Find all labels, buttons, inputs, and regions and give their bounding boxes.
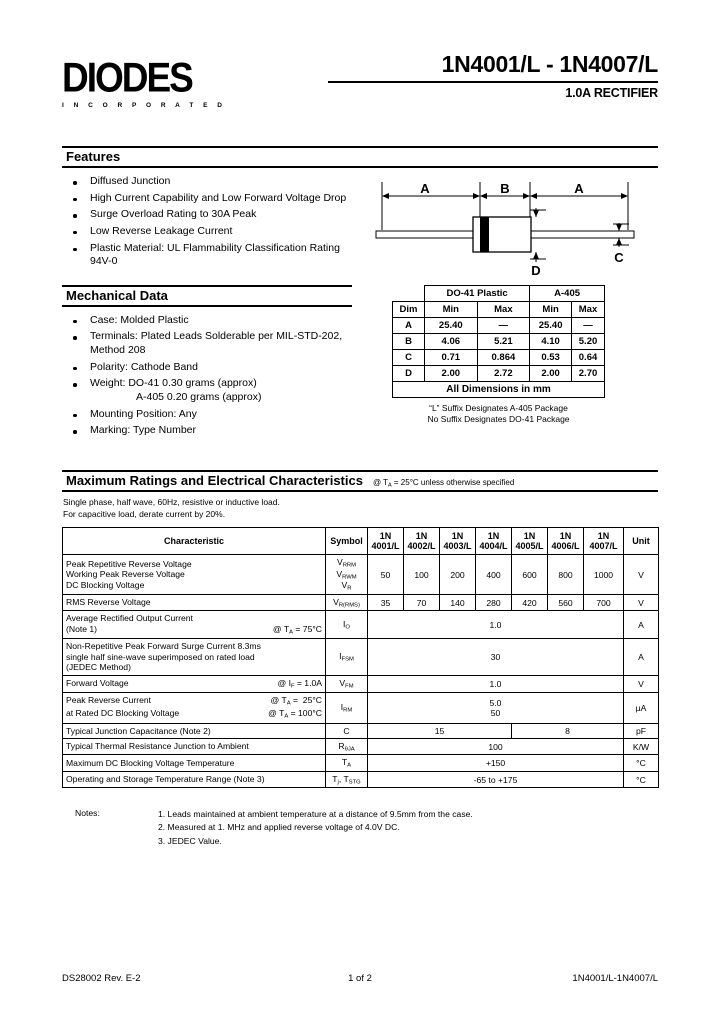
dim-cell: —	[572, 318, 605, 334]
prenote-line-2: For capacitive load, derate current by 20%.	[63, 508, 226, 519]
row-value: 700	[584, 594, 624, 610]
dimension-label-d: D	[531, 263, 541, 278]
char-line-with-condition	[66, 695, 322, 708]
list-item: Diffused Junction	[62, 175, 352, 189]
char-line: Forward Voltage	[66, 677, 129, 688]
row-value: 50	[368, 555, 404, 594]
row-characteristic	[63, 555, 326, 594]
table-row	[393, 382, 605, 398]
features-list	[62, 175, 352, 269]
footer-part-range: 1N4001/L-1N4007/L	[572, 973, 658, 984]
col-part-4002: 1N 4002/L	[404, 528, 440, 555]
ratings-table	[62, 527, 659, 788]
row-symbol: $V_{R(RMS)}$	[326, 594, 368, 610]
dim-col-dim: Dim	[393, 302, 425, 318]
row-value: 400	[476, 555, 512, 594]
table-row	[393, 302, 605, 318]
diode-package-svg	[370, 170, 640, 280]
left-column	[62, 168, 352, 441]
list-item: Surge Overload Rating to 30A Peak	[62, 208, 352, 222]
dim-cell: 0.53	[530, 350, 572, 366]
notes-label: Notes:	[75, 808, 100, 818]
right-column	[370, 168, 658, 426]
col-part-4005: 1N 4005/L	[512, 528, 548, 555]
list-item	[62, 377, 352, 404]
row-unit: V	[624, 675, 659, 693]
table-row	[63, 675, 659, 693]
dim-row-label: B	[393, 334, 425, 350]
company-logo	[62, 54, 242, 110]
mechanical-list	[62, 314, 352, 438]
char-line: Average Rectified Output Current	[66, 613, 193, 624]
row-value-line: 5.0	[489, 697, 502, 708]
package-suffix-notes	[392, 403, 605, 426]
row-condition-2: @ $T_A = 100^\circ C$	[268, 707, 322, 720]
row-characteristic	[63, 693, 326, 723]
dimension-label-a-right: A	[574, 181, 584, 196]
table-row	[393, 286, 605, 302]
max-ratings-heading: Maximum Ratings and Electrical Characteristics	[66, 473, 363, 488]
list-item: Plastic Material: UL Flammability Classification Rating 94V-0	[62, 242, 352, 269]
row-value: 800	[548, 555, 584, 594]
logo-wordmark: DIODES	[62, 54, 192, 101]
row-symbol: $I_{FSM}$	[326, 639, 368, 675]
row-unit: V	[624, 555, 659, 594]
dim-cell: 5.21	[477, 334, 530, 350]
max-ratings-condition: @ $T_A = 25^\circ C$ unless otherwise specified	[372, 478, 515, 489]
list-item: Terminals: Plated Leads Solderable per MIL-STD-202, Method 208	[62, 330, 352, 357]
row-unit: pF	[624, 723, 659, 738]
table-row	[63, 771, 659, 787]
row-value: 140	[440, 594, 476, 610]
dimension-label-a-left: A	[420, 181, 430, 196]
mechanical-section-header	[62, 285, 352, 307]
table-row	[63, 555, 659, 594]
prenote-line-1: Single phase, half wave, 60Hz, resistive or inductive load.	[63, 497, 280, 508]
row-value-span: -65 to +175	[368, 771, 624, 787]
dim-cell: 4.10	[530, 334, 572, 350]
row-value-split-1: 15	[368, 723, 512, 738]
weight-line-1: Weight: DO-41 0.30 grams (approx)	[90, 377, 257, 390]
row-value: 1000	[584, 555, 624, 594]
dim-row-label: A	[393, 318, 425, 334]
title-divider	[328, 81, 658, 83]
row-value-span: 1.0	[368, 675, 624, 693]
row-symbol: $V_{RRM}$ $V_{RWM}$ $V_R$	[326, 555, 368, 594]
table-row	[63, 639, 659, 675]
page-footer	[62, 973, 658, 984]
page-header	[0, 0, 720, 110]
weight-line-2: A-405 0.20 grams (approx)	[136, 391, 262, 404]
notes-list	[75, 808, 473, 848]
row-value-split-2: 8	[512, 723, 624, 738]
col-unit: Unit	[624, 528, 659, 555]
char-line-with-condition	[66, 708, 322, 721]
max-ratings-prenotes	[63, 497, 658, 520]
mechanical-heading: Mechanical Data	[66, 287, 168, 303]
col-part-4006: 1N 4006/L	[548, 528, 584, 555]
row-value: 200	[440, 555, 476, 594]
dim-table-footer: All Dimensions in mm	[393, 382, 605, 398]
row-value-span: 100	[368, 739, 624, 755]
logo-subtitle: I N C O R P O R A T E D	[62, 102, 226, 110]
row-value: 420	[512, 594, 548, 610]
char-line: DC Blocking Voltage	[66, 579, 145, 590]
title-block	[328, 52, 658, 100]
dim-group-a405: A-405	[530, 286, 605, 302]
dim-col-min2: Min	[530, 302, 572, 318]
row-symbol: $T_A$	[326, 755, 368, 771]
dim-cell: 2.72	[477, 366, 530, 382]
dim-table-corner	[393, 286, 425, 302]
dim-col-min1: Min	[425, 302, 478, 318]
dimension-label-c: C	[614, 250, 624, 265]
table-row	[63, 755, 659, 771]
char-line: Non-Repetitive Peak Forward Surge Current 8.3ms	[66, 641, 261, 652]
col-part-4004: 1N 4004/L	[476, 528, 512, 555]
note-item: 3. JEDEC Value.	[158, 835, 222, 846]
row-value: 280	[476, 594, 512, 610]
row-characteristic: Operating and Storage Temperature Range (Note 3)	[63, 771, 326, 787]
note-item: 2. Measured at 1. MHz and applied reverse voltage of 4.0V DC.	[158, 822, 400, 833]
list-item: Low Reverse Leakage Current	[62, 225, 352, 239]
row-unit: V	[624, 594, 659, 610]
table-row	[63, 693, 659, 723]
footnotes	[75, 808, 473, 848]
col-part-4001: 1N 4001/L	[368, 528, 404, 555]
row-value-span: +150	[368, 755, 624, 771]
row-unit: °C	[624, 755, 659, 771]
row-characteristic: RMS Reverse Voltage	[63, 594, 326, 610]
row-value: 35	[368, 594, 404, 610]
dim-cell: 25.40	[425, 318, 478, 334]
features-heading: Features	[66, 149, 121, 164]
row-unit: µA	[624, 693, 659, 723]
max-ratings-header	[62, 470, 658, 492]
dim-cell: 0.71	[425, 350, 478, 366]
row-unit: K/W	[624, 739, 659, 755]
note-item: 1. Leads maintained at ambient temperature at a distance of 9.5mm from the case.	[158, 809, 473, 819]
row-symbol: C	[326, 723, 368, 738]
list-item: Polarity: Cathode Band	[62, 361, 352, 375]
max-ratings-section	[62, 470, 658, 788]
table-row	[63, 611, 659, 639]
package-outline-drawing	[370, 170, 658, 285]
row-condition: @ $T_A = 75^\circ C$	[272, 623, 322, 636]
row-condition: @ $I_F = 1.0A$	[277, 677, 322, 690]
footer-page-number: 1 of 2	[348, 973, 372, 984]
dim-row-label: D	[393, 366, 425, 382]
row-characteristic	[63, 611, 326, 639]
row-value-line: 50	[490, 707, 501, 718]
row-value: 600	[512, 555, 548, 594]
char-line: Peak Repetitive Reverse Voltage	[66, 558, 192, 569]
features-section-header	[62, 146, 658, 168]
dim-cell: 4.06	[425, 334, 478, 350]
row-unit: A	[624, 611, 659, 639]
row-symbol: $T_j$, $T_{STG}$	[326, 771, 368, 787]
list-item: Marking: Type Number	[62, 424, 352, 438]
col-characteristic: Characteristic	[63, 528, 326, 555]
col-part-4003: 1N 4003/L	[440, 528, 476, 555]
dim-cell: 0.64	[572, 350, 605, 366]
row-characteristic	[63, 639, 326, 675]
page-title: 1N4001/L - 1N4007/L	[441, 51, 658, 77]
table-row	[63, 594, 659, 610]
content-columns	[0, 168, 720, 468]
row-unit: °C	[624, 771, 659, 787]
dim-cell: 25.40	[530, 318, 572, 334]
page-subtitle: 1.0A RECTIFIER	[565, 86, 658, 101]
dim-cell: —	[477, 318, 530, 334]
suffix-note-l: “L” Suffix Designates A-405 Package	[429, 403, 568, 413]
dim-cell: 5.20	[572, 334, 605, 350]
row-value-span	[368, 693, 624, 723]
list-item: Case: Molded Plastic	[62, 314, 352, 328]
row-symbol: $R_{\theta JA}$	[326, 739, 368, 755]
row-symbol: $I_{RM}$	[326, 693, 368, 723]
row-unit: A	[624, 639, 659, 675]
char-line: (JEDEC Method)	[66, 662, 131, 673]
list-item: High Current Capability and Low Forward Voltage Drop	[62, 192, 352, 206]
row-symbol: $V_{FM}$	[326, 675, 368, 693]
dim-row-label: C	[393, 350, 425, 366]
suffix-note-none: No Suffix Designates DO-41 Package	[427, 414, 570, 425]
row-characteristic: Typical Thermal Resistance Junction to Ambient	[63, 739, 326, 755]
footer-doc-id: DS28002 Rev. E-2	[62, 973, 141, 984]
row-characteristic	[63, 675, 326, 693]
col-symbol: Symbol	[326, 528, 368, 555]
row-characteristic: Maximum DC Blocking Voltage Temperature	[63, 755, 326, 771]
row-value: 100	[404, 555, 440, 594]
char-line: single half sine-wave superimposed on rated load	[66, 651, 255, 662]
char-subline: at Rated DC Blocking Voltage	[66, 707, 180, 718]
dim-cell: 2.70	[572, 366, 605, 382]
row-value-span: 30	[368, 639, 624, 675]
row-symbol: $I_O$	[326, 611, 368, 639]
dimension-label-b: B	[500, 181, 510, 196]
table-header-row	[63, 528, 659, 555]
row-value-span: 1.0	[368, 611, 624, 639]
char-subline: Peak Reverse Current	[66, 695, 152, 706]
table-row	[393, 350, 605, 366]
row-characteristic: Typical Junction Capacitance (Note 2)	[63, 723, 326, 738]
char-subline: (Note 1)	[66, 623, 98, 634]
dim-cell: 0.864	[477, 350, 530, 366]
table-row	[63, 739, 659, 755]
table-row	[393, 334, 605, 350]
dim-cell: 2.00	[530, 366, 572, 382]
row-value: 70	[404, 594, 440, 610]
dim-cell: 2.00	[425, 366, 478, 382]
char-line: Working Peak Reverse Voltage	[66, 569, 185, 580]
dim-group-do41: DO-41 Plastic	[425, 286, 530, 302]
col-part-4007: 1N 4007/L	[584, 528, 624, 555]
table-row	[393, 318, 605, 334]
dim-col-max2: Max	[572, 302, 605, 318]
table-row	[393, 366, 605, 382]
row-value: 560	[548, 594, 584, 610]
row-condition-1: @ $T_A = 25^\circ C$	[270, 695, 322, 707]
table-row	[63, 723, 659, 738]
dimension-table	[392, 285, 605, 398]
list-item: Mounting Position: Any	[62, 408, 352, 422]
char-line-with-condition	[66, 624, 322, 637]
dim-col-max1: Max	[477, 302, 530, 318]
